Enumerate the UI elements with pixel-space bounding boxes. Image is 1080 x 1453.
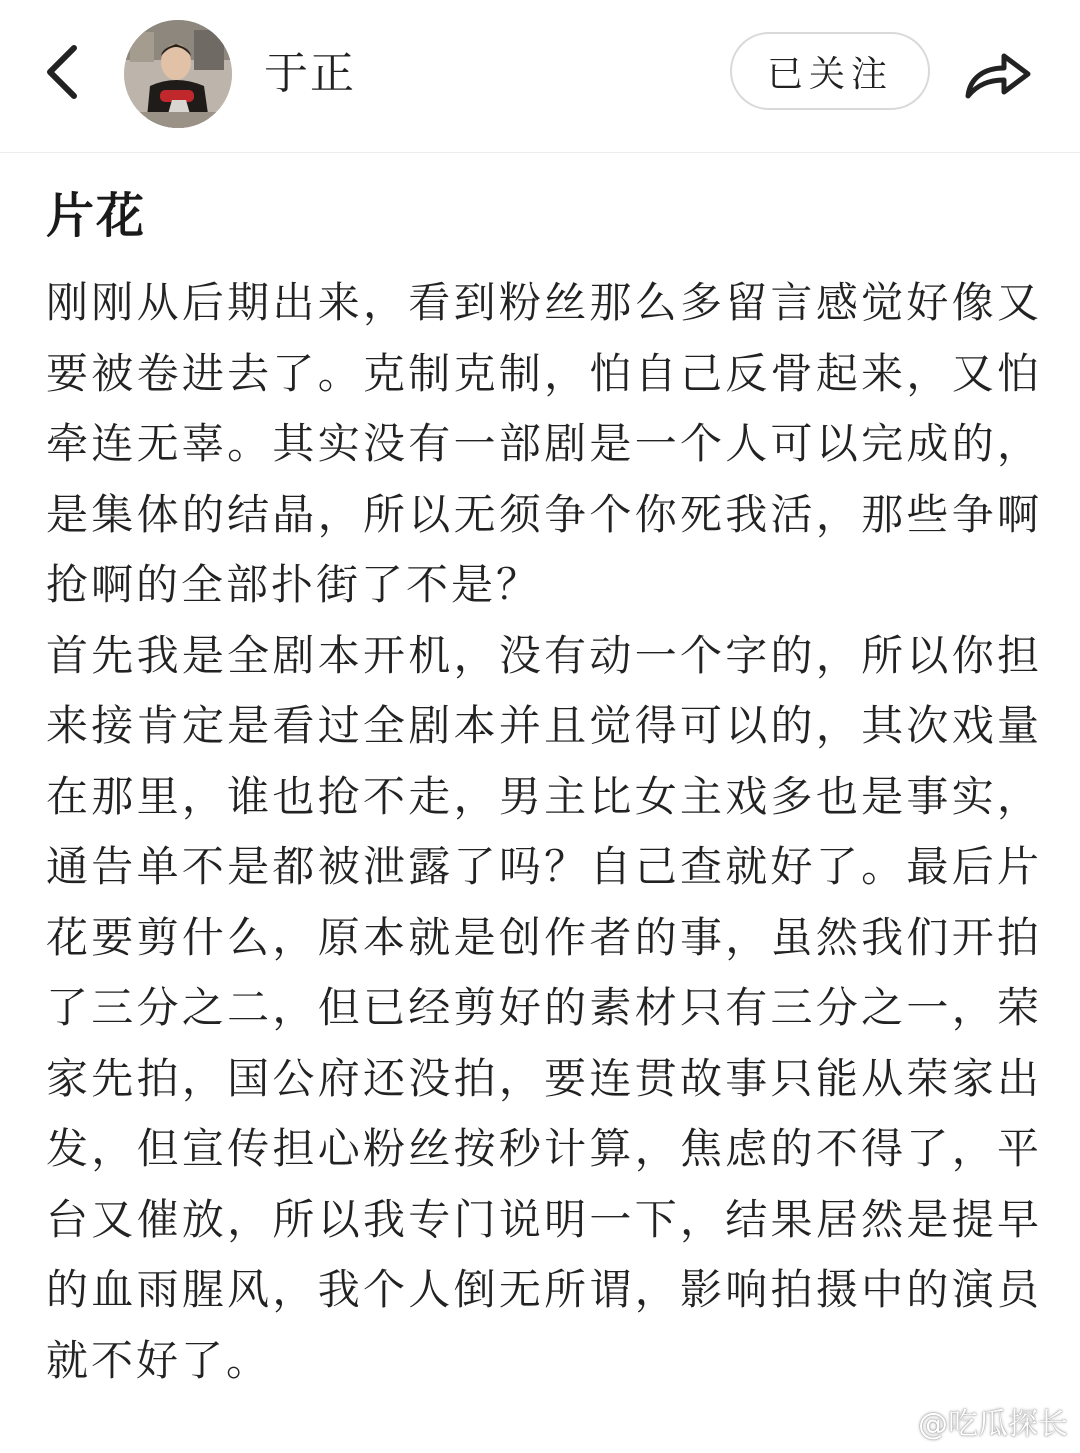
username[interactable]: 于正 — [264, 48, 356, 99]
avatar[interactable] — [124, 20, 232, 128]
chevron-left-icon — [42, 42, 82, 102]
share-button[interactable] — [958, 40, 1038, 108]
watermark — [864, 1399, 1068, 1443]
weibo-logo-icon — [864, 1401, 912, 1441]
follow-button[interactable]: 已关注 — [730, 32, 930, 110]
post-title: 片花 — [46, 188, 147, 244]
back-button[interactable] — [34, 40, 90, 104]
share-arrow-icon — [962, 44, 1034, 104]
watermark-text: @吃瓜探长 — [918, 1407, 1068, 1442]
top-bar — [0, 0, 1080, 153]
post-body: 刚刚从后期出来，看到粉丝那么多留言感觉好像又要被卷进去了。克制克制，怕自己反骨起来，又怕牵连无辜。其实没有一部剧是一个人可以完成的，是集体的结晶，所以无须争个你死我活，那些争啊抢啊的全部扑街了不是？ 首先我是全剧本开机，没有动一个字的，所以你担来接肯定是看过全剧本并且觉得可以的，其次戏量在那里，谁也抢不走，男主比女主戏多也是事实，通告单不是都被泄露了吗？自己查就好了。最后片花要剪什么，原本就是创作者的事，虽然我们开拍了三分之二，但已经剪好的素材只有三分之一，荣家先拍，国公府还没拍，要连贯故事只能从荣家出发，但宣传担心粉丝按秒计算，焦虑的不得了，平台又催放，所以我专门说明一下，结果居然是提早的血雨腥风，我个人倒无所谓，影响拍摄中的演员就不好了。 — [46, 278, 1042, 1385]
